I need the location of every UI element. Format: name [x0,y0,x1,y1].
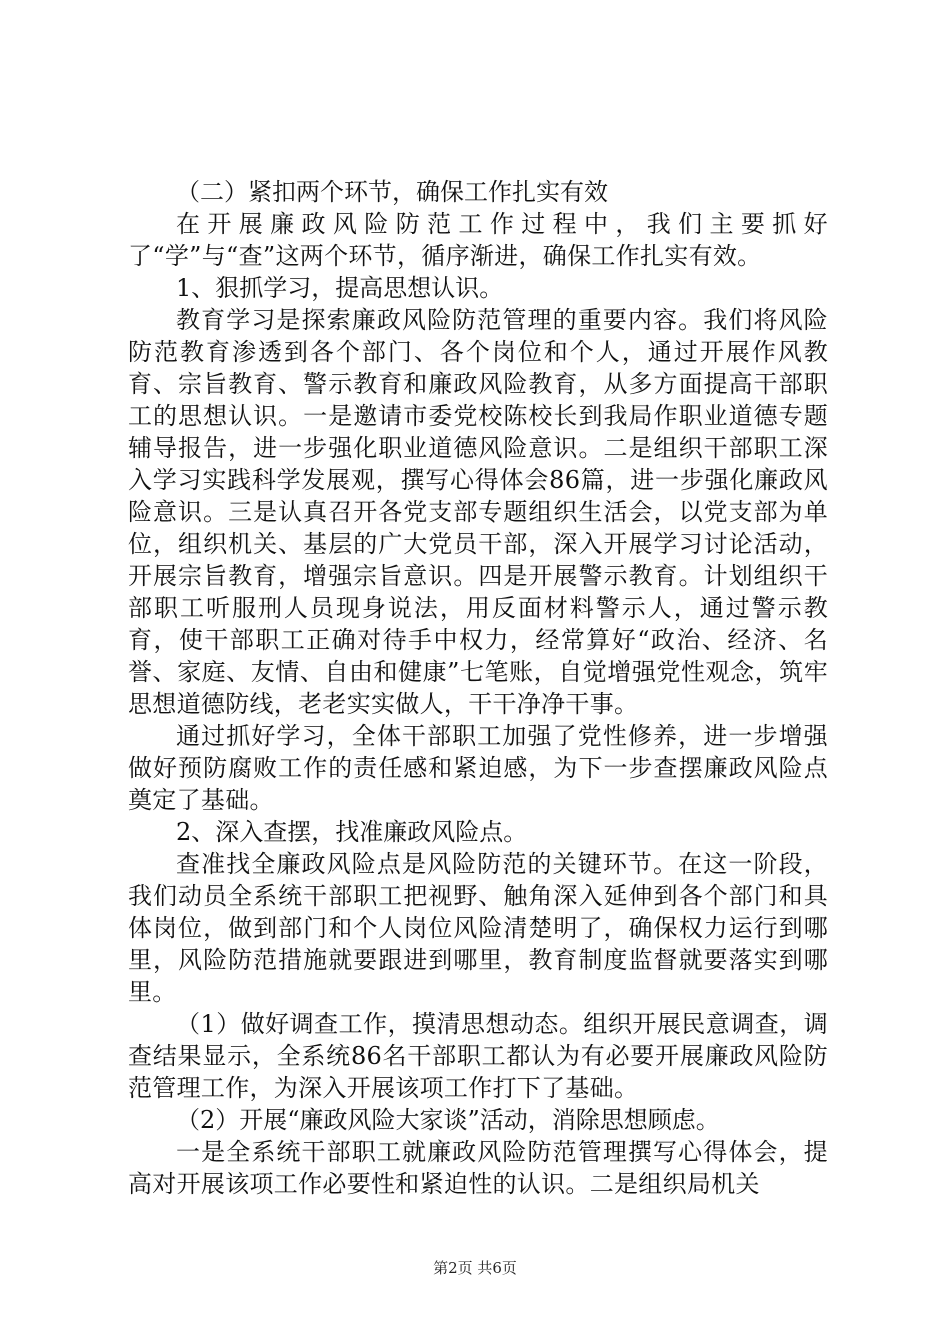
paragraph: 在开展廉政风险防范工作过程中，我们主要抓好了“学”与“查”这两个环节，循序渐进，确保工作扎实有效。 [128,210,828,270]
document-body [128,176,828,1200]
paragraph: （1）做好调查工作，摸清思想动态。组织开展民意调查，调查结果显示，全系统86名干部职工都认为有必要开展廉政风险防范管理工作，为深入开展该项工作打下了基础。 [128,1010,828,1102]
section-heading: （二）紧扣两个环节，确保工作扎实有效 [176,178,608,206]
subsection-heading: 1、狠抓学习，提高思想认识。 [176,274,504,302]
paragraph: 一是全系统干部职工就廉政风险防范管理撰写心得体会，提高对开展该项工作必要性和紧迫性的认识。二是组织局机关 [128,1138,828,1198]
paragraph: 查准找全廉政风险点是风险防范的关键环节。在这一阶段，我们动员全系统干部职工把视野、触角深入延伸到各个部门和具体岗位，做到部门和个人岗位风险清楚明了，确保权力运行到哪里，风险防范措施就要跟进到哪里，教育制度监督就要落实到哪里。 [128,850,828,1006]
page-footer [0,1258,950,1278]
subsection-heading: （2）开展“廉政风险大家谈”活动，消除思想顾虑。 [176,1106,720,1134]
paragraph: 教育学习是探索廉政风险防范管理的重要内容。我们将风险防范教育渗透到各个部门、各个岗位和个人，通过开展作风教育、宗旨教育、警示教育和廉政风险教育，从多方面提高干部职工的思想认识。一是邀请市委党校陈校长到我局作职业道德专题辅导报告，进一步强化职业道德风险意识。二是组织干部职工深入学习实践科学发展观，撰写心得体会86篇，进一步强化廉政风险意识。三是认真召开各党支部专题组织生活会，以党支部为单位，组织机关、基层的广大党员干部，深入开展学习讨论活动，开展宗旨教育，增强宗旨意识。四是开展警示教育。计划组织干部职工听服刑人员现身说法，用反面材料警示人，通过警示教育，使干部职工正确对待手中权力，经常算好“政治、经济、名誉、家庭、友情、自由和健康”七笔账，自觉增强党性观念，筑牢思想道德防线，老老实实做人，干干净净干事。 [128,306,828,718]
subsection-heading: 2、深入查摆，找准廉政风险点。 [176,818,528,846]
paragraph: 通过抓好学习，全体干部职工加强了党性修养，进一步增强做好预防腐败工作的责任感和紧迫感，为下一步查摆廉政风险点奠定了基础。 [128,722,828,814]
page-number: 第2页 共6页 [433,1259,517,1277]
